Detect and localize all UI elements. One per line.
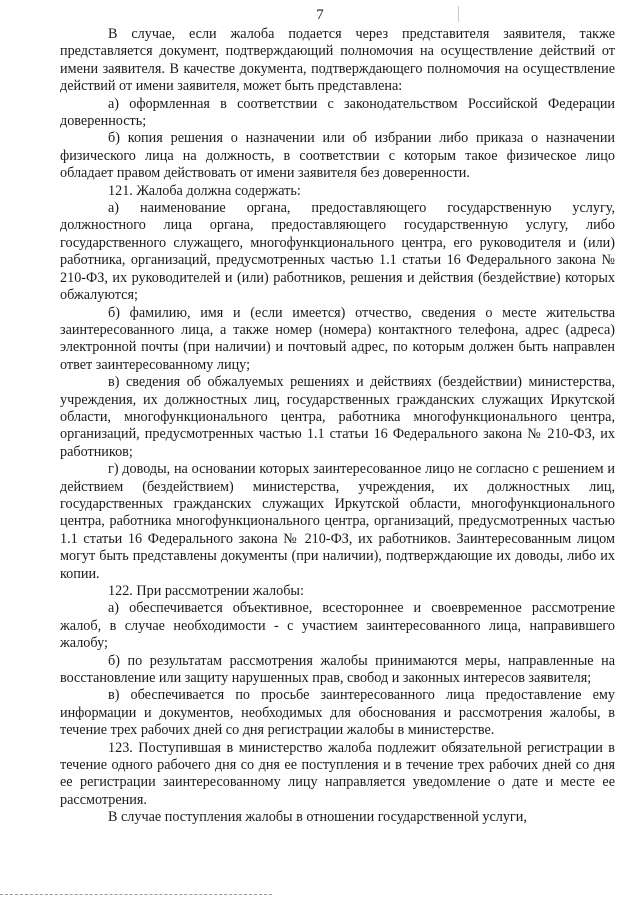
paragraph-122-heading: 122. При рассмотрении жалобы:	[108, 583, 304, 599]
paragraph-final: В случае поступления жалобы в отношении государственной услуги,	[108, 809, 527, 826]
paragraph-121-item-b: б) фамилию, имя и (если имеется) отчество, сведения о месте жительства заинтересованного лица, а также номер (номера) контактного телефона, адрес (адреса) электронной почты (при наличии) и почтовый адрес, по которым должен быть направлен ответ заинтересованному лицу;	[60, 304, 615, 373]
footer-divider	[0, 894, 272, 895]
paragraph-123: 123. Поступившая в министерство жалоба подлежит обязательной регистрации в течение одного рабочего дня со дня ее поступления и в течение трех рабочих дней со дня ее регистрации заинтересованному лицу направляется уведомление о дате и месте ее рассмотрения.	[60, 739, 615, 808]
document-body	[60, 26, 615, 827]
paragraph-representative: В случае, если жалоба подается через представителя заявителя, также представляется документ, подтверждающий полномочия на осуществление действий от имени заявителя. В качестве документа, подтверждающего полномочия на осуществление действий от имени заявителя, может быть представлена:	[60, 26, 615, 95]
paragraph-121-item-v: в) сведения об обжалуемых решениях и действиях (бездействии) министерства, учреждения, их должностных лиц, государственных гражданских служащих Иркутской области, многофункционального центра, работника многофункционального центра, организаций, предусмотренных частью 1.1 статьи 16 Федерального закона № 210-ФЗ, их работников;	[60, 374, 615, 460]
paragraph-121-heading: 121. Жалоба должна содержать:	[108, 182, 301, 199]
paragraph-122-item-b: б) по результатам рассмотрения жалобы принимаются меры, направленные на восстановление или защиту нарушенных прав, свобод и законных интересов заявителя;	[60, 652, 615, 687]
paragraph-122-item-a: а) обеспечивается объективное, всестороннее и своевременное рассмотрение жалоб, в случае необходимости - с участием заинтересованного лица, направившего жалобу;	[60, 600, 615, 652]
paragraph-item-b-appointment-copy: б) копия решения о назначении или об избрании либо приказа о назначении физического лица на должность, в соответствии с которым такое физическое лицо обладает правом действовать от имени заявителя без доверенности.	[60, 130, 615, 182]
scan-artifact	[458, 6, 459, 22]
page-number: 7	[316, 7, 324, 23]
paragraph-121-item-a: а) наименование органа, предоставляющего государственную услугу, должностного лица органа, предоставляющего государственную услугу, либо государственного служащего, многофункционального центра, его руководителя и (или) работника, организаций, предусмотренных частью 1.1 статьи 16 Федерального закона № 210-ФЗ, их руководителей и (или) работников, решения и действия (бездействие) которых обжалуются;	[60, 200, 615, 304]
paragraph-121-item-g: г) доводы, на основании которых заинтересованное лицо не согласно с решением и действием (бездействием) министерства, учреждения, их должностных лиц, государственных гражданских служащих Иркутской области, многофункционального центра, работника многофункционального центра, организаций, предусмотренных частью 1.1 статьи 16 Федерального закона № 210-ФЗ, их работников. Заинтересованным лицом могут быть представлены документы (при наличии), подтверждающие их доводы, либо их копии.	[60, 461, 615, 582]
paragraph-122-item-v: в) обеспечивается по просьбе заинтересованного лица предоставление ему информации и документов, необходимых для обоснования и рассмотрения жалобы, в течение трех рабочих дней со дня регистрации жалобы в министерстве.	[60, 687, 615, 739]
paragraph-item-a-power-of-attorney: а) оформленная в соответствии с законодательством Российской Федерации доверенность;	[60, 95, 615, 130]
